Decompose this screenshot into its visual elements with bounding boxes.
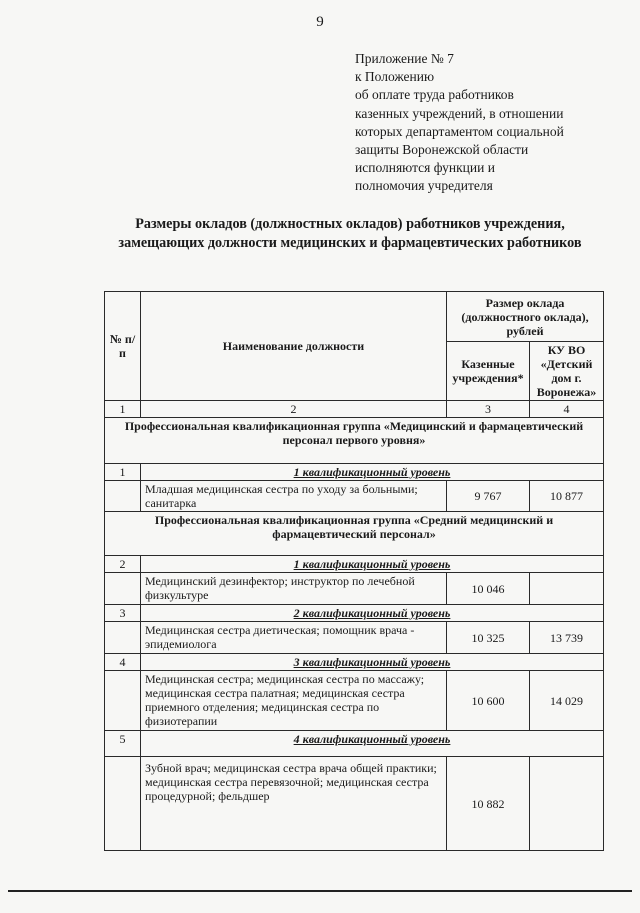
level-row [105,731,604,757]
position-cell: Медицинская сестра; медицинская сестра по массажу; медицинская сестра палатная; медицинская сестра приемного отделения; медицинская сестра по физиотерапии [141,671,447,731]
salary-table [104,291,604,851]
header-salary: Размер оклада (должностного оклада), рублей [447,292,604,342]
appendix-line: защиты Воронежской области [355,142,529,158]
position-cell: Медицинский дезинфектор; инструктор по лечебной физкультуре [141,573,447,605]
group-row [105,512,604,556]
row-number [105,622,141,654]
level-row [105,556,604,573]
index-cell: 3 [447,401,530,418]
position-cell: Медицинская сестра диетическая; помощник врача - эпидемиолога [141,622,447,654]
value-col3: 10 325 [447,622,530,654]
level-title: 1 квалификационный уровень [141,464,604,481]
appendix-line: казенных учреждений, в отношении [355,105,564,121]
value-col4: 10 877 [530,481,604,512]
row-number: 2 [105,556,141,573]
title-line-1: Размеры окладов (должностных окладов) работников учреждения, [135,216,565,232]
table-row [105,757,604,851]
row-number [105,573,141,605]
index-row [105,401,604,418]
group-title: Профессиональная квалификационная группа «Средний медицинский и фармацевтический персонал» [105,512,604,556]
title-line-2: замещающих должности медицинских и фармацевтических работников [118,235,582,251]
appendix-line: к Положению [355,69,435,85]
level-title: 2 квалификационный уровень [141,605,604,622]
header-col3: Казенные учреждения* [447,342,530,401]
level-row [105,464,604,481]
value-col3: 10 882 [447,757,530,851]
table-row [105,671,604,731]
group-title: Профессиональная квалификационная группа «Медицинский и фармацевтический персонал первого уровня» [105,418,604,464]
appendix-line: которых департаментом социальной [355,123,564,139]
position-cell: Зубной врач; медицинская сестра врача общей практики; медицинская сестра перевязочной; медицинская сестра процедурной; фельдшер [141,757,447,851]
value-col3: 10 600 [447,671,530,731]
value-col3: 9 767 [447,481,530,512]
appendix-note [355,50,625,196]
appendix-line: Приложение № 7 [355,51,454,66]
value-col4 [530,757,604,851]
table-row [105,622,604,654]
index-cell: 2 [141,401,447,418]
header-row [105,292,604,342]
level-row [105,654,604,671]
level-title: 1 квалификационный уровень [141,556,604,573]
position-cell: Младшая медицинская сестра по уходу за больными; санитарка [141,481,447,512]
row-number: 1 [105,464,141,481]
row-number [105,757,141,851]
row-number: 3 [105,605,141,622]
row-number [105,481,141,512]
value-col4: 14 029 [530,671,604,731]
level-title: 4 квалификационный уровень [141,731,604,757]
group-row [105,418,604,464]
appendix-line: об оплате труда работников [355,87,514,103]
appendix-line: полномочия учредителя [355,178,493,194]
index-cell: 4 [530,401,604,418]
value-col4 [530,573,604,605]
level-title: 3 квалификационный уровень [141,654,604,671]
page-number: 9 [316,14,324,30]
index-cell: 1 [105,401,141,418]
appendix-line: исполняются функции и [355,160,495,176]
document-title [95,215,605,253]
level-row [105,605,604,622]
row-number: 5 [105,731,141,757]
header-col4: КУ ВО «Детский дом г. Воронежа» [530,342,604,401]
value-col3: 10 046 [447,573,530,605]
table-row [105,573,604,605]
row-number [105,671,141,731]
header-num: № п/п [105,292,141,401]
value-col4: 13 739 [530,622,604,654]
header-position: Наименование должности [141,292,447,401]
row-number: 4 [105,654,141,671]
page-bottom-border [8,890,632,892]
table-row [105,481,604,512]
